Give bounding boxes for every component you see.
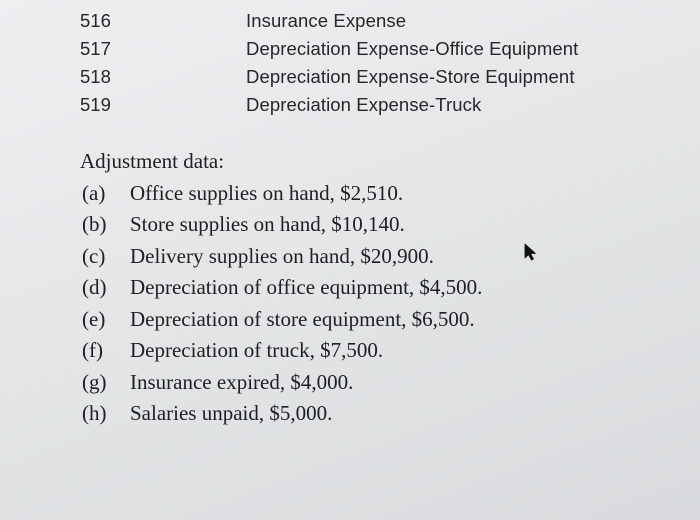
adjustment-item	[80, 241, 482, 273]
account-number: 516	[80, 10, 111, 31]
account-name: Depreciation Expense-Office Equipment	[246, 38, 579, 59]
mouse-pointer-icon	[524, 243, 538, 261]
adjustment-letter: (f)	[82, 338, 103, 362]
account-name: Depreciation Expense-Truck	[246, 94, 482, 115]
adjustment-item	[80, 178, 482, 210]
adjustment-letter: (b)	[82, 212, 107, 236]
adjustment-item	[80, 304, 482, 336]
adjustment-text: Salaries unpaid, $5,000.	[130, 401, 333, 425]
adjustment-letter: (h)	[82, 401, 107, 425]
adjustment-heading: Adjustment data:	[80, 149, 225, 173]
account-row	[80, 7, 578, 35]
adjustment-letter: (c)	[82, 243, 106, 268]
account-row	[80, 35, 578, 63]
adjustment-item	[80, 367, 482, 399]
adjustment-item	[80, 209, 482, 241]
adjustment-letter: (d)	[82, 275, 107, 299]
adjustment-text: Depreciation of truck, $7,500.	[130, 338, 384, 362]
chart-of-accounts	[80, 7, 578, 119]
adjustment-letter: (g)	[82, 369, 107, 394]
adjustment-text: Store supplies on hand, $10,140.	[130, 212, 405, 236]
adjustment-text: Depreciation of store equipment, $6,500.	[130, 306, 475, 331]
adjustment-letter: (e)	[82, 306, 106, 331]
adjustment-item	[80, 398, 482, 430]
adjustment-text: Delivery supplies on hand, $20,900.	[130, 243, 434, 268]
account-number: 518	[80, 66, 111, 87]
adjustment-data-section	[80, 146, 482, 430]
adjustment-letter: (a)	[82, 180, 106, 205]
account-name: Insurance Expense	[246, 10, 407, 31]
account-name: Depreciation Expense-Store Equipment	[246, 66, 575, 87]
adjustment-item	[80, 335, 482, 367]
adjustment-text: Depreciation of office equipment, $4,500.	[130, 275, 483, 299]
account-number: 517	[80, 38, 111, 59]
adjustment-text: Office supplies on hand, $2,510.	[130, 180, 404, 205]
account-number: 519	[80, 94, 111, 115]
adjustment-text: Insurance expired, $4,000.	[130, 369, 354, 394]
account-row	[80, 63, 578, 91]
adjustment-item	[80, 272, 482, 304]
account-row	[80, 91, 578, 119]
